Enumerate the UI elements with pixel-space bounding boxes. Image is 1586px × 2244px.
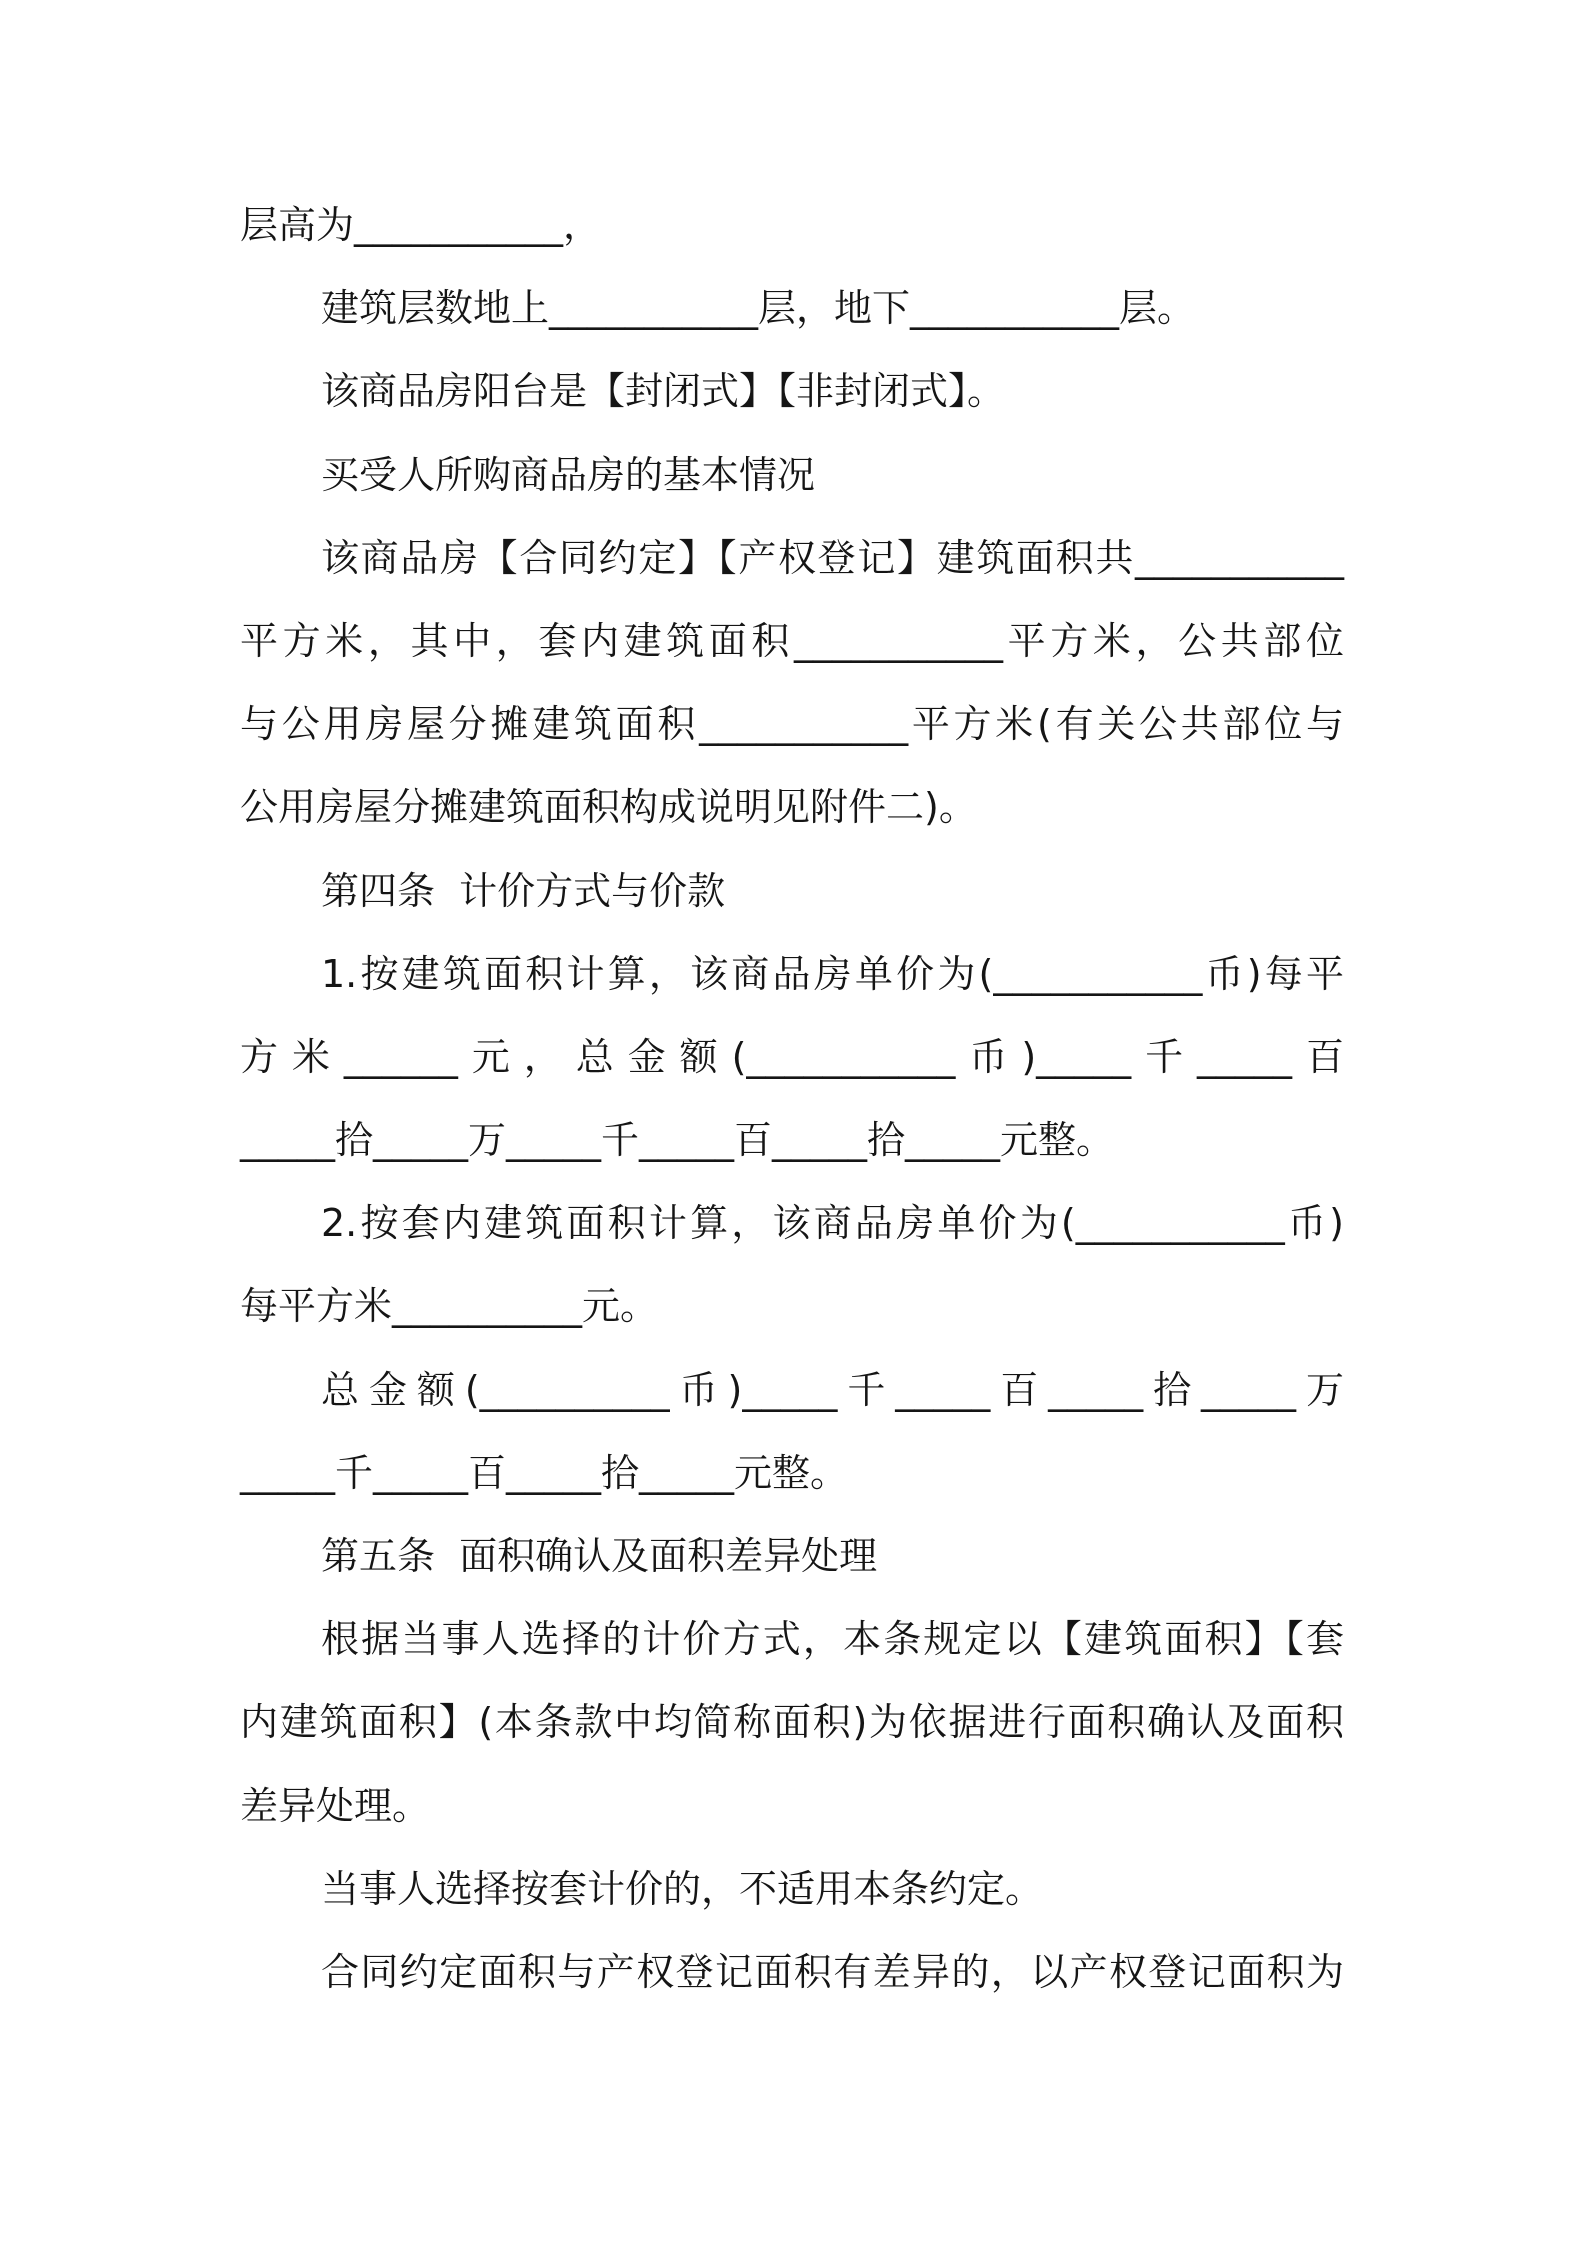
text-line: 第五条 面积确认及面积差异处理: [321, 1534, 878, 1578]
text-line: 根据当事人选择的计价方式，本条规定以【建筑面积】【套: [321, 1617, 1344, 1662]
text-line: 差异处理。: [240, 1783, 431, 1828]
paragraph-building-area: [240, 517, 1344, 850]
text-line: 公用房屋分摊建筑面积构成说明见附件二)。: [240, 785, 977, 830]
paragraph-total-amount: [240, 1349, 1344, 1515]
text-line: 该商品房【合同约定】【产权登记】建筑面积共___________: [321, 535, 1344, 580]
article-heading-5: [240, 1515, 1344, 1598]
text-line: 建筑层数地上___________层，地下___________层。: [321, 286, 1196, 331]
text-line: 内建筑面积】(本条款中均简称面积)为依据进行面积确认及面积: [240, 1700, 1344, 1745]
text-line: 每平方米__________元。: [240, 1284, 659, 1329]
text-line: 与公用房屋分摊建筑面积___________平方米(有关公共部位与: [240, 702, 1344, 747]
paragraph-building-floors: [240, 267, 1344, 350]
text-line: 平方米，其中，套内建筑面积___________平方米，公共部位: [240, 618, 1344, 663]
document-body: [240, 184, 1344, 2014]
paragraph-area-confirmation: [240, 1598, 1344, 1848]
paragraph-per-unit-pricing: [240, 1848, 1344, 1931]
text-line: 第四条 计价方式与价款: [321, 868, 726, 913]
section-title-basic-info: [240, 434, 1344, 517]
text-line: 该商品房阳台是【封闭式】【非封闭式】。: [321, 369, 1006, 414]
text-line: 层高为___________，: [240, 203, 602, 247]
text-line: 当事人选择按套计价的，不适用本条约定。: [321, 1866, 1044, 1911]
text-line: 2.按套内建筑面积计算，该商品房单价为(___________币): [321, 1201, 1344, 1246]
text-line: 合同约定面积与产权登记面积有差异的，以产权登记面积为: [321, 1949, 1344, 1994]
text-line: 1.按建筑面积计算，该商品房单价为(___________币)每平: [321, 951, 1344, 996]
text-line: 总金额(__________币)_____千_____百_____拾_____万: [321, 1367, 1344, 1412]
text-line: 买受人所购商品房的基本情况: [321, 452, 816, 497]
text-line: 方米______元，总金额(___________币)_____千_____百: [240, 1034, 1344, 1079]
text-line: _____拾_____万_____千_____百_____拾_____元整。: [240, 1118, 1115, 1163]
paragraph-floor-height: [240, 184, 1344, 267]
paragraph-area-difference: [240, 1931, 1344, 2014]
paragraph-price-by-inner-area: [240, 1182, 1344, 1348]
article-heading-4: [240, 850, 1344, 933]
text-line: _____千_____百_____拾_____元整。: [240, 1450, 849, 1495]
paragraph-balcony-type: [240, 350, 1344, 433]
paragraph-price-by-building-area: [240, 933, 1344, 1183]
